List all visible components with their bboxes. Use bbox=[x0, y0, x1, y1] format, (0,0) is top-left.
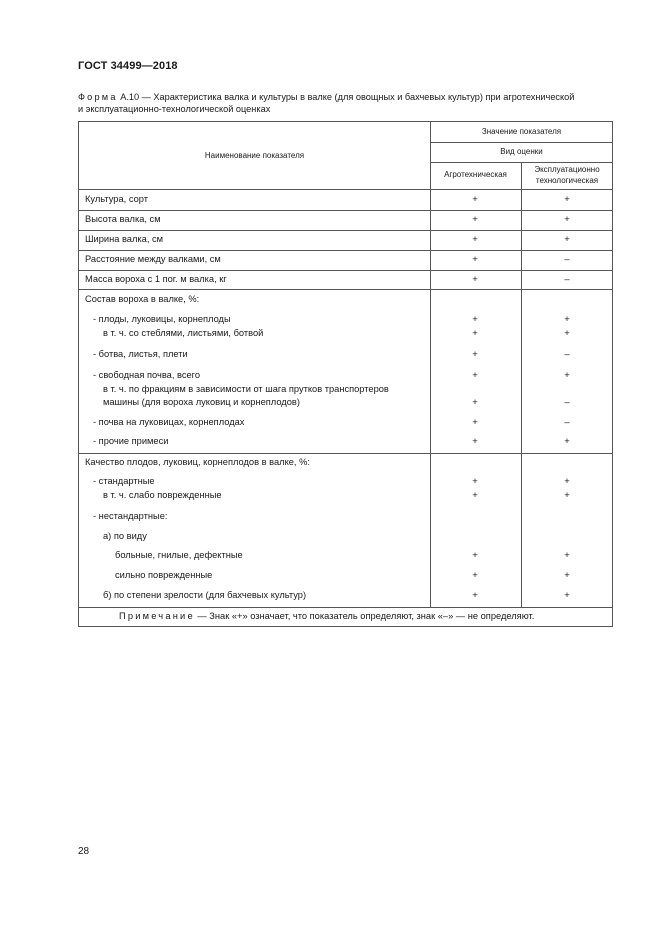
row-label: в т. ч. по фракциям в зависимости от шага прутков транспортеров bbox=[103, 384, 389, 394]
expl-mark: + bbox=[564, 476, 570, 487]
agro-mark: + bbox=[472, 314, 478, 325]
row-label: сильно поврежденные bbox=[115, 570, 213, 580]
expl-mark: – bbox=[564, 254, 570, 265]
expl-mark: – bbox=[564, 417, 570, 428]
agro-mark: + bbox=[472, 274, 478, 285]
group-label: Состав вороха в валке, %: bbox=[85, 294, 200, 304]
agro-mark: + bbox=[472, 570, 478, 581]
row-label: в т. ч. слабо поврежденные bbox=[103, 490, 222, 500]
caption-form-word: Форма bbox=[78, 92, 118, 102]
expl-mark: + bbox=[564, 570, 570, 581]
rule-row bbox=[79, 250, 613, 251]
caption-title-continued: и эксплуатационно-технологической оценках bbox=[78, 103, 271, 114]
row-label: б) по степени зрелости (для бахчевых культур) bbox=[103, 590, 307, 600]
agro-mark: + bbox=[472, 214, 478, 225]
expl-mark: + bbox=[564, 370, 570, 381]
row-label: а) по виду bbox=[103, 531, 147, 541]
row-label: Культура, сорт bbox=[85, 194, 148, 204]
row-label: Ширина валка, см bbox=[85, 234, 164, 244]
caption-form-number: А.10 bbox=[120, 92, 140, 102]
table-note bbox=[119, 611, 534, 623]
row-label: больные, гнилые, дефектные bbox=[115, 550, 243, 560]
expl-mark: + bbox=[564, 328, 570, 339]
agro-mark: + bbox=[472, 370, 478, 381]
column-header-agro: Агротехническая bbox=[444, 170, 507, 179]
row-label: - почва на луковицах, корнеплодах bbox=[93, 417, 245, 427]
agro-mark: + bbox=[472, 490, 478, 501]
agro-mark: + bbox=[472, 328, 478, 339]
rule-row bbox=[79, 230, 613, 231]
rule-row bbox=[79, 289, 613, 290]
agro-mark: + bbox=[472, 254, 478, 265]
row-label: - стандартные bbox=[93, 476, 155, 486]
column-header-expl: Эксплуатационно bbox=[534, 165, 600, 174]
row-label: Расстояние между валками, см bbox=[85, 254, 221, 264]
note-word: Примечание bbox=[119, 611, 195, 621]
expl-mark: + bbox=[564, 550, 570, 561]
note-text: — Знак «+» означает, что показатель определяют, знак «–» — не определяют. bbox=[194, 611, 535, 621]
agro-mark: + bbox=[472, 436, 478, 447]
rule-value-header bbox=[430, 142, 613, 143]
caption-title: — Характеристика валка и культуры в валке (для овощных и бахчевых культур) при агротехнической bbox=[139, 92, 575, 102]
expl-mark: + bbox=[564, 490, 570, 501]
column-header-value: Значение показателя bbox=[481, 127, 562, 136]
agro-mark: + bbox=[472, 397, 478, 408]
expl-mark: + bbox=[564, 214, 570, 225]
expl-mark: – bbox=[564, 397, 570, 408]
page-number: 28 bbox=[78, 846, 90, 857]
rule-row bbox=[79, 607, 613, 608]
rule-row bbox=[79, 270, 613, 271]
expl-mark: + bbox=[564, 194, 570, 205]
row-label: в т. ч. со стеблями, листьями, ботвой bbox=[103, 328, 264, 338]
row-label: Масса вороха с 1 пог. м валка, кг bbox=[85, 274, 227, 284]
row-label: машины (для вороха луковиц и корнеплодов) bbox=[103, 397, 300, 407]
expl-mark: + bbox=[564, 234, 570, 245]
form-caption bbox=[78, 92, 618, 115]
expl-mark: + bbox=[564, 436, 570, 447]
agro-mark: + bbox=[472, 476, 478, 487]
expl-mark: + bbox=[564, 590, 570, 601]
column-header-expl: технологическая bbox=[535, 176, 599, 185]
agro-mark: + bbox=[472, 590, 478, 601]
column-header-name: Наименование показателя bbox=[204, 151, 305, 160]
column-header-eval-type: Вид оценки bbox=[500, 147, 543, 156]
expl-mark: – bbox=[564, 349, 570, 360]
expl-mark: – bbox=[564, 274, 570, 285]
agro-mark: + bbox=[472, 550, 478, 561]
characteristics-table bbox=[78, 121, 613, 627]
agro-mark: + bbox=[472, 194, 478, 205]
rule-column-divider bbox=[521, 162, 522, 607]
row-label: - нестандартные: bbox=[93, 511, 168, 521]
row-label: Высота валка, см bbox=[85, 214, 161, 224]
rule-row bbox=[79, 210, 613, 211]
row-label: - прочие примеси bbox=[93, 436, 169, 446]
expl-mark: + bbox=[564, 314, 570, 325]
row-label: - плоды, луковицы, корнеплоды bbox=[93, 314, 231, 324]
row-label: - свободная почва, всего bbox=[93, 370, 200, 380]
agro-mark: + bbox=[472, 349, 478, 360]
rule-column-divider bbox=[430, 122, 431, 607]
agro-mark: + bbox=[472, 417, 478, 428]
row-label: - ботва, листья, плети bbox=[93, 349, 188, 359]
document-code: ГОСТ 34499—2018 bbox=[78, 60, 178, 72]
group-label: Качество плодов, луковиц, корнеплодов в валке, %: bbox=[85, 457, 310, 467]
rule-row bbox=[79, 453, 613, 454]
rule-header-bottom bbox=[79, 189, 613, 190]
agro-mark: + bbox=[472, 234, 478, 245]
